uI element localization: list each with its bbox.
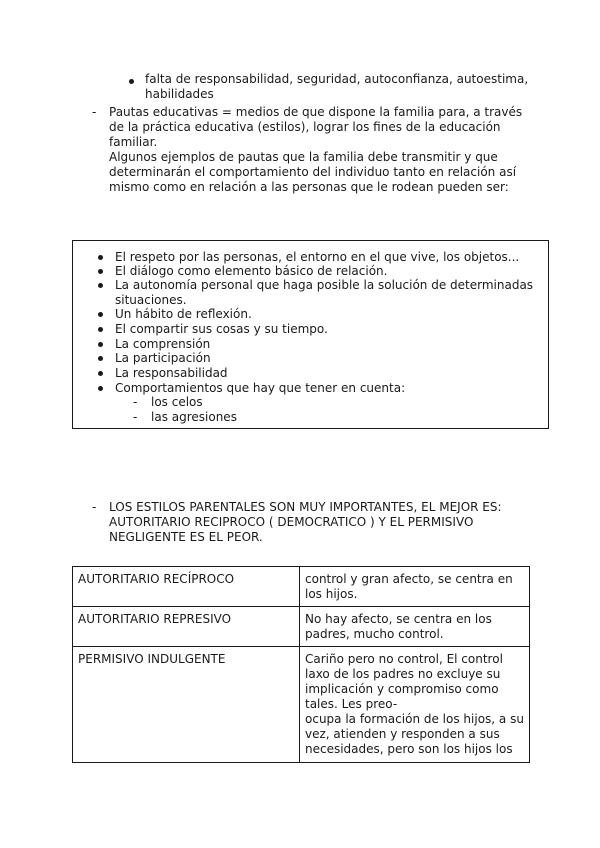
bullet-icon: [98, 356, 103, 361]
parenting-styles-table: [72, 566, 530, 763]
pautas-line-3: familiar.: [109, 135, 158, 149]
table-row: [73, 567, 530, 607]
pautas-line-2: de la práctica educativa (estilos), lograr los fines de la educación: [109, 120, 501, 134]
list-item-text: La responsabilidad: [115, 366, 228, 380]
bullet-icon: [98, 342, 103, 347]
pautas-line-4: Algunos ejemplos de pautas que la familia debe transmitir y que: [109, 150, 498, 164]
bullet-icon: [98, 269, 103, 274]
list-item-text: La comprensión: [115, 337, 211, 351]
style-desc-cell: No hay afecto, se centra en los padres, mucho control.: [300, 607, 530, 647]
table-row: [73, 607, 530, 647]
estilos-line-1: LOS ESTILOS PARENTALES SON MUY IMPORTANTES, EL MEJOR ES:: [109, 500, 502, 514]
style-desc-cell: control y gran afecto, se centra en los hijos.: [300, 567, 530, 607]
list-item-text: El diálogo como elemento básico de relación.: [115, 264, 388, 278]
bullet-icon: [98, 386, 103, 391]
list-item-text: La participación: [115, 351, 211, 365]
style-desc-part-2: ocupa la formación de los hijos, a su vez, atienden y responden a sus necesidades, pero son los hijos los: [305, 712, 524, 756]
intro-bullet-icon: [129, 79, 134, 84]
bullet-icon: [98, 255, 103, 260]
bullet-icon: [98, 283, 103, 288]
list-item-text: El respeto por las personas, el entorno en el que vive, los objetos...: [115, 250, 520, 264]
pautas-dash: -: [92, 105, 97, 119]
pautas-line-5: determinarán el comportamiento del individuo tanto en relación así: [109, 165, 517, 179]
style-name-cell: AUTORITARIO RECÍPROCO: [73, 567, 300, 607]
style-name-cell: AUTORITARIO REPRESIVO: [73, 607, 300, 647]
estilos-paragraph: [109, 500, 549, 545]
sub-list-item-text: los celos: [151, 395, 203, 409]
pautas-paragraph: [109, 105, 549, 195]
list-item-text: El compartir sus cosas y su tiempo.: [115, 322, 328, 336]
list-item-text: La autonomía personal que haga posible la solución de determinadas situaciones.: [115, 278, 534, 307]
intro-bullet-text: falta de responsabilidad, seguridad, autoconfianza, autoestima, habilidades: [145, 72, 529, 101]
style-name-cell: PERMISIVO INDULGENTE: [73, 647, 300, 763]
sub-list-item-text: las agresiones: [151, 410, 237, 424]
bullet-icon: [98, 327, 103, 332]
list-item-text: Comportamientos que hay que tener en cuenta:: [115, 381, 406, 395]
table-row: [73, 647, 530, 763]
pautas-line-1: Pautas educativas = medios de que dispone la familia para, a través: [109, 105, 523, 119]
pautas-line-6: mismo como en relación a las personas que le rodean pueden ser:: [109, 180, 509, 194]
estilos-line-3: NEGLIGENTE ES EL PEOR.: [109, 530, 263, 544]
style-desc-part-1: Cariño pero no control, El control laxo de los padres no excluye su implicación y compromiso como tales. Les preo-: [305, 652, 503, 711]
bullet-icon: [98, 371, 103, 376]
bullet-icon: [98, 312, 103, 317]
list-item-text: Un hábito de reflexión.: [115, 307, 252, 321]
style-desc-cell: [300, 647, 530, 763]
pautas-examples-box: [72, 240, 549, 429]
estilos-dash: -: [92, 500, 97, 514]
sub-dash: -: [133, 395, 138, 409]
estilos-line-2: AUTORITARIO RECIPROCO ( DEMOCRATICO ) Y EL PERMISIVO: [109, 515, 474, 529]
sub-dash: -: [133, 410, 138, 424]
